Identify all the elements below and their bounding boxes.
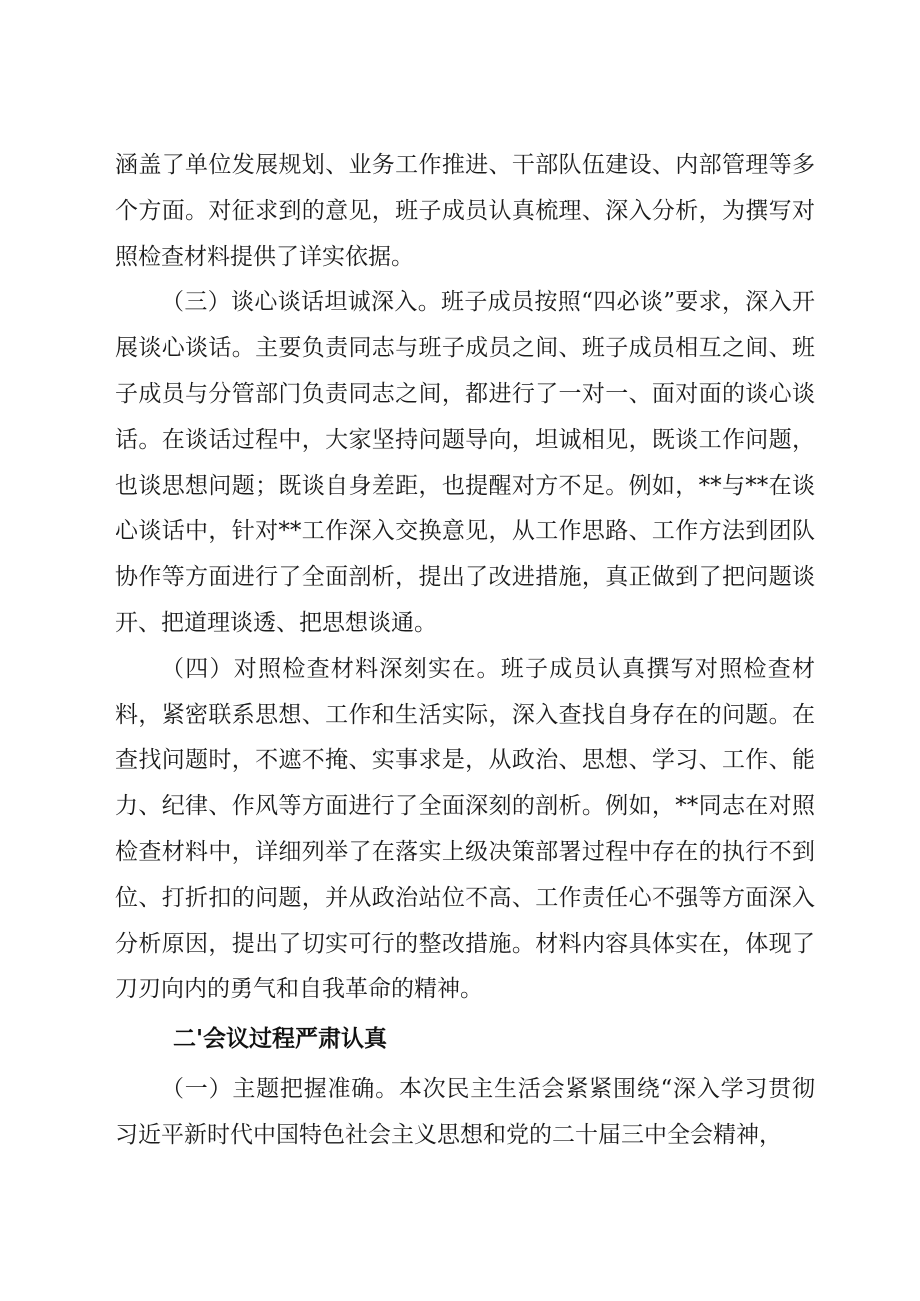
paragraph-self-review-materials: （四）对照检查材料深刻实在。班子成员认真撰写对照检查材料，紧密联系思想、工作和生活实际，深入查找自身存在的问题。在查找问题时，不遮不掩、实事求是，从政治、思想、学习、工作、能力、纪律、作风等方面进行了全面深刻的剖析。例如，**同志在对照检查材料中，详细列举了在落实上级决策部署过程中存在的执行不到位、打折扣的问题，并从政治站位不高、工作责任心不强等方面深入分析原因，提出了切实可行的整改措施。材料内容具体实在，体现了刀刃向内的勇气和自我革命的精神。	[115, 655, 815, 1003]
paragraph-continuation: 涵盖了单位发展规划、业务工作推进、干部队伍建设、内部管理等多个方面。对征求到的意见，班子成员认真梳理、深入分析，为撰写对照检查材料提供了详实依据。	[115, 152, 815, 270]
paragraph-talk-sessions: （三）谈心谈话坦诚深入。班子成员按照“四必谈”要求，深入开展谈心谈话。主要负责同志与班子成员之间、班子成员相互之间、班子成员与分管部门负责同志之间，都进行了一对一、面对面的谈心谈话。在谈话过程中，大家坚持问题导向，坦诚相见，既谈工作问题，也谈思想问题；既谈自身差距，也提醒对方不足。例如，**与**在谈心谈话中，针对**工作深入交换意见，从工作思路、工作方法到团队协作等方面进行了全面剖析，提出了改进措施，真正做到了把问题谈开、把道理谈透、把思想谈通。	[115, 289, 815, 636]
document-body	[115, 143, 815, 1159]
section-heading: 二'会议过程严肃认真	[173, 1026, 388, 1053]
paragraph-theme: （一）主题把握准确。本次民主生活会紧紧围绕“深入学习贯彻习近平新时代中国特色社会主义思想和党的二十届三中全会精神，	[115, 1075, 815, 1148]
